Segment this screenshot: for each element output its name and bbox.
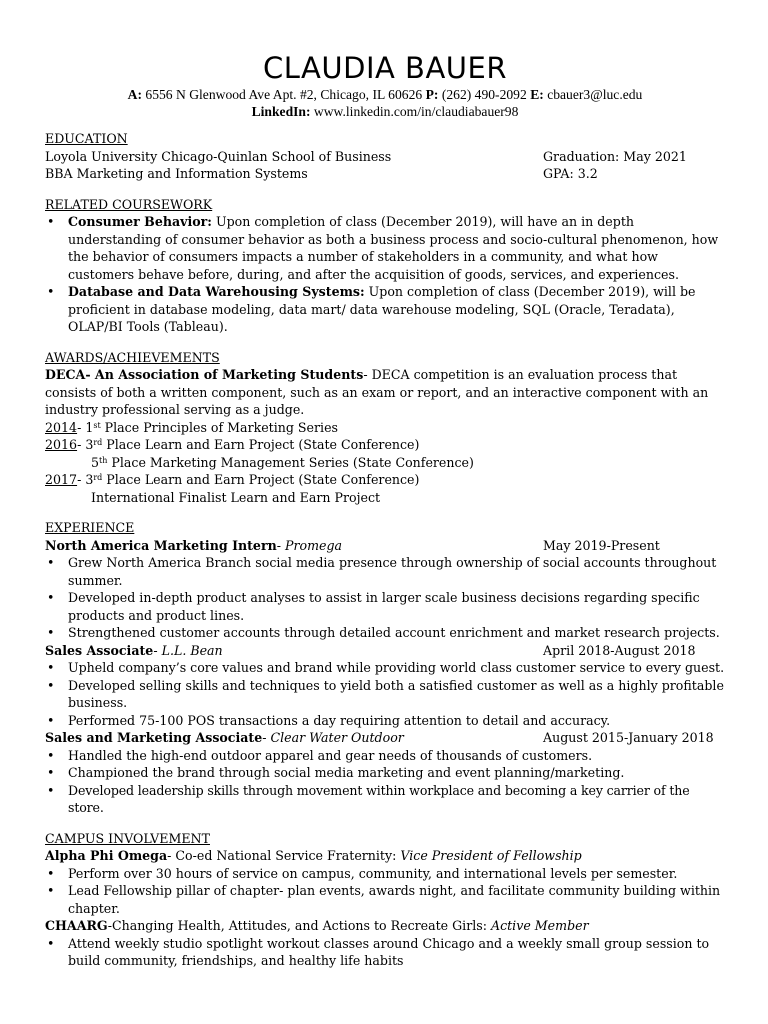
org-name: Alpha Phi Omega	[45, 848, 168, 863]
org-description: -Changing Health, Attitudes, and Actions to Recreate Girls:	[107, 918, 491, 933]
award-text: Place Marketing Management Series (State Conference)	[107, 454, 474, 470]
award-place-suffix: rd	[93, 473, 103, 482]
job-title: North America Marketing Intern	[45, 537, 277, 553]
education-section	[45, 130, 725, 183]
campus-heading: CAMPUS INVOLVEMENT	[45, 830, 210, 846]
list-item: • Attend weekly studio spotlight workout classes around Chicago and a weekly small group session to build community, friendships, and healthy life habits	[45, 935, 725, 970]
coursework-heading: RELATED COURSEWORK	[45, 196, 213, 212]
org-name: CHAARG	[45, 918, 108, 933]
list-item: • Developed in-depth product analyses to assist in larger scale business decisions regarding specific products and product lines.	[45, 589, 725, 624]
award-place: 5	[91, 454, 100, 470]
email-link[interactable]: cbauer3@luc.edu	[547, 87, 643, 102]
award-text: International Finalist Learn and Earn Project	[91, 489, 381, 505]
contact-line	[45, 86, 725, 103]
list-item: • Handled the high-end outdoor apparel and gear needs of thousands of customers.	[45, 747, 725, 765]
course-description: Upon completion of class (December 2019), will be proficient in database modeling, data mart/ data warehouse modeling, SQL (Oracle, Teradata), OLAP/BI Tools (Tableau).	[68, 284, 696, 334]
address-text: 6556 N Glenwood Ave Apt. #2, Chicago, IL 60626	[145, 87, 423, 102]
list-item: • Lead Fellowship pillar of chapter- plan events, awards night, and facilitate community building within chapter.	[45, 882, 725, 917]
course-description: Upon completion of class (December 2019), will have an in depth understanding of consumer behavior as both a business process and socio-cultural phenomenon, how the behavior of consumers impacts a number of stakeholders in a community, and what how customers behave before, during, and after the acquisition of goods, services, and experiences.	[68, 214, 719, 282]
candidate-name: CLAUDIA BAUER	[262, 51, 507, 85]
education-row-degree	[45, 165, 725, 183]
awards-section	[45, 349, 725, 507]
award-year: 2016	[45, 437, 78, 452]
job-title: Sales Associate	[45, 642, 154, 658]
job-header: Sales Associate- L.L. Bean April 2018-August 2018	[45, 642, 725, 660]
org-header	[45, 847, 725, 865]
campus-section	[45, 830, 725, 970]
job-bullets	[45, 554, 725, 642]
experience-heading: EXPERIENCE	[45, 520, 135, 535]
award-place: 1	[85, 419, 94, 435]
deca-text: - DECA competition is an evaluation process that consists of both a written component, such as an exam or report, and an interactive component with an industry professional serving as a judge.	[45, 367, 709, 417]
deca-title: DECA- An Association of Marketing Students	[45, 367, 364, 382]
coursework-list	[45, 213, 725, 336]
award-2017: 2017- 3rd Place Learn and Earn Project (State Conference)	[45, 472, 420, 487]
award-year: 2014	[45, 419, 78, 435]
gpa: GPA: 3.2	[543, 166, 598, 181]
job-dates: April 2018-August 2018	[543, 642, 696, 658]
linkedin-label: LinkedIn:	[251, 104, 311, 119]
award-2017-second	[45, 489, 725, 507]
coursework-section	[45, 196, 725, 336]
award-2016-second	[45, 454, 725, 472]
education-heading: EDUCATION	[45, 131, 128, 146]
linkedin-line	[45, 103, 725, 120]
org-header	[45, 917, 725, 935]
org-description: - Co-ed National Service Fraternity:	[167, 848, 401, 863]
resume-page	[45, 50, 725, 970]
award-place: 3	[85, 472, 94, 487]
awards-heading: AWARDS/ACHIEVEMENTS	[45, 349, 220, 365]
award-2016: 2016- 3rd Place Learn and Earn Project (State Conference)	[45, 437, 420, 452]
org-role: Active Member	[490, 918, 589, 933]
degree: BBA Marketing and Information Systems	[45, 166, 308, 181]
email-label: E:	[530, 87, 544, 102]
phone-text: (262) 490-2092	[441, 87, 527, 102]
job-bullets	[45, 747, 725, 817]
list-item: • Championed the brand through social media marketing and event planning/marketing.	[45, 764, 725, 782]
job-dates: August 2015-January 2018	[543, 730, 714, 745]
award-2014: 2014- 1st Place Principles of Marketing Series	[45, 419, 338, 435]
job-bullets	[45, 659, 725, 729]
deca-description	[45, 366, 725, 419]
job-dates: May 2019-Present	[543, 537, 660, 553]
award-place-suffix: th	[99, 455, 108, 465]
org-bullets	[45, 865, 725, 918]
education-row-school	[45, 148, 725, 166]
list-item: • Developed selling skills and techniques to yield both a satisfied customer as well as a highly profitable business.	[45, 677, 725, 712]
award-place: 3	[85, 437, 94, 452]
job-header: Sales and Marketing Associate- Clear Water Outdoor August 2015-January 2018	[45, 729, 725, 747]
list-item	[45, 283, 725, 336]
job-header: North America Marketing Intern- Promega May 2019-Present	[45, 537, 725, 555]
list-item: • Upheld company’s core values and brand while providing world class customer service to every guest.	[45, 659, 725, 677]
list-item: • Grew North America Branch social media presence through ownership of social accounts throughout summer.	[45, 554, 725, 589]
org-bullets	[45, 935, 725, 970]
list-item: • Performed 75-100 POS transactions a day requiring attention to detail and accuracy.	[45, 712, 725, 730]
award-text: Place Learn and Earn Project (State Conference)	[102, 472, 420, 487]
job-title: Sales and Marketing Associate	[45, 730, 263, 745]
course-title: Consumer Behavior:	[68, 214, 212, 229]
list-item: • Perform over 30 hours of service on campus, community, and international levels per semester.	[45, 865, 725, 883]
award-text: Place Learn and Earn Project (State Conference)	[102, 437, 420, 452]
award-text: Place Principles of Marketing Series	[100, 419, 338, 435]
course-title: Database and Data Warehousing Systems:	[68, 284, 365, 299]
list-item	[45, 213, 725, 283]
phone-label: P:	[425, 87, 439, 102]
experience-section	[45, 519, 725, 817]
graduation-date: Graduation: May 2021	[543, 148, 687, 164]
award-place-suffix: st	[93, 420, 101, 430]
job-company: Promega	[285, 537, 343, 553]
list-item: • Developed leadership skills through movement within workplace and becoming a key carrier of the store.	[45, 782, 725, 817]
linkedin-link[interactable]: www.linkedin.com/in/claudiabauer98	[313, 104, 519, 119]
job-company: L.L. Bean	[161, 642, 223, 658]
list-item: • Strengthened customer accounts through detailed account enrichment and market research projects.	[45, 624, 725, 642]
award-place-suffix: rd	[93, 438, 103, 447]
org-role: Vice President of Fellowship	[400, 848, 582, 863]
job-company: Clear Water Outdoor	[270, 730, 404, 745]
school-name: Loyola University Chicago-Quinlan School of Business	[45, 148, 392, 164]
address-label: A:	[127, 87, 142, 102]
award-year: 2017	[45, 472, 78, 487]
